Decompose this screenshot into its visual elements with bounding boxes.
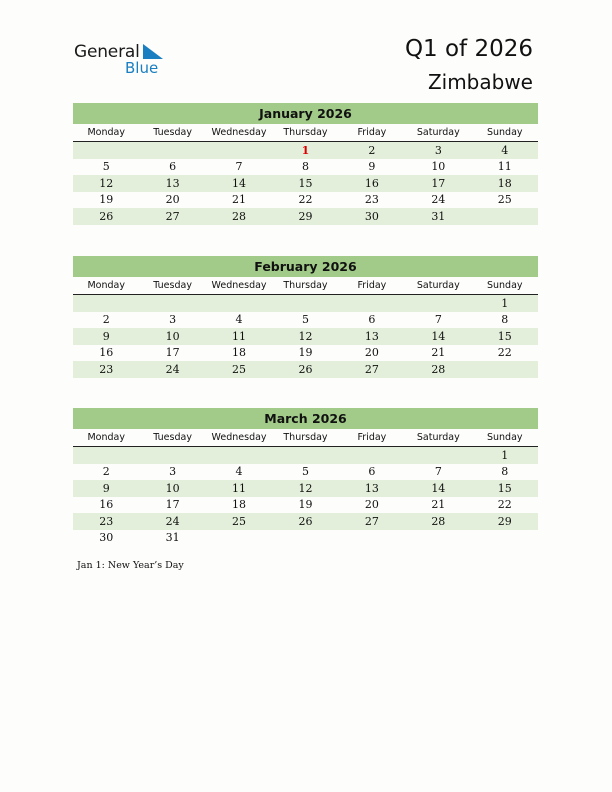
day-cell: 22 — [298, 193, 313, 207]
week-row — [73, 328, 538, 345]
week-row — [73, 159, 538, 176]
day-cell — [472, 530, 538, 547]
week-row — [73, 345, 538, 362]
day-cell: 3 — [169, 313, 177, 327]
day-cell: 17 — [405, 175, 471, 192]
day-cell: 6 — [368, 465, 376, 479]
day-cell: 21 — [232, 193, 247, 207]
weekday-label: Thursday — [272, 124, 338, 142]
day-cell: 25 — [497, 193, 512, 207]
day-cell: 7 — [235, 160, 243, 174]
day-cell — [73, 447, 139, 464]
day-cell: 14 — [405, 480, 471, 497]
day-cell: 6 — [368, 313, 376, 327]
weekday-label: Wednesday — [206, 429, 272, 447]
weekday-label: Tuesday — [139, 124, 205, 142]
holiday-notes — [77, 560, 184, 571]
holiday-note: Jan 1: New Year’s Day — [77, 560, 184, 571]
day-cell — [206, 142, 272, 159]
week-row — [73, 497, 538, 514]
day-cell: 24 — [139, 361, 205, 378]
day-cell: 19 — [298, 346, 313, 360]
weekday-label: Wednesday — [206, 124, 272, 142]
day-cell: 24 — [139, 513, 205, 530]
day-cell: 17 — [165, 498, 180, 512]
weekday-label: Monday — [73, 429, 139, 447]
day-cell: 4 — [472, 142, 538, 159]
day-cell: 13 — [339, 480, 405, 497]
day-cell: 24 — [431, 193, 446, 207]
day-cell — [73, 295, 139, 312]
day-cell: 15 — [472, 328, 538, 345]
day-cell: 12 — [73, 175, 139, 192]
day-cell: 20 — [364, 346, 379, 360]
day-cell — [73, 142, 139, 159]
day-cell: 15 — [272, 175, 338, 192]
day-cell: 10 — [139, 328, 205, 345]
country-name: Zimbabwe — [427, 70, 533, 94]
day-cell: 11 — [497, 160, 512, 174]
day-cell — [272, 447, 338, 464]
day-cell — [206, 295, 272, 312]
day-cell — [272, 295, 338, 312]
day-cell — [206, 447, 272, 464]
week-row — [73, 295, 538, 312]
day-cell: 14 — [405, 328, 471, 345]
weekday-label: Thursday — [272, 429, 338, 447]
day-cell: 4 — [235, 465, 243, 479]
day-cell: 23 — [73, 361, 139, 378]
day-cell — [472, 208, 538, 225]
week-row — [73, 361, 538, 378]
day-cell: 16 — [99, 346, 114, 360]
day-cell: 3 — [169, 465, 177, 479]
week-row — [73, 530, 538, 547]
day-cell: 21 — [431, 346, 446, 360]
day-cell: 14 — [206, 175, 272, 192]
page-title: Q1 of 2026 — [404, 36, 533, 62]
day-cell: 31 — [405, 208, 471, 225]
day-cell: 30 — [99, 531, 114, 545]
day-cell: 10 — [139, 480, 205, 497]
logo-triangle-icon — [141, 44, 165, 60]
day-cell: 31 — [165, 531, 180, 545]
weekday-label: Sunday — [472, 429, 538, 447]
day-cell: 3 — [405, 142, 471, 159]
day-cell: 28 — [206, 208, 272, 225]
logo-word-general: General — [74, 42, 140, 62]
week-row — [73, 208, 538, 225]
month-calendar-january — [73, 103, 538, 225]
weekday-label: Monday — [73, 277, 139, 295]
week-row — [73, 513, 538, 530]
day-cell: 11 — [206, 328, 272, 345]
day-cell: 18 — [232, 498, 247, 512]
day-cell: 29 — [272, 208, 338, 225]
weekday-label: Friday — [339, 429, 405, 447]
day-cell: 8 — [301, 160, 309, 174]
month-calendar-march — [73, 408, 538, 546]
weekday-label: Thursday — [272, 277, 338, 295]
month-grid — [73, 277, 538, 378]
week-row — [73, 447, 538, 464]
day-cell — [139, 447, 205, 464]
day-cell: 22 — [497, 498, 512, 512]
day-cell: 5 — [301, 313, 309, 327]
day-cell: 26 — [73, 208, 139, 225]
weekday-label: Saturday — [405, 277, 471, 295]
day-cell: 27 — [139, 208, 205, 225]
day-cell: 27 — [339, 513, 405, 530]
day-cell: 25 — [206, 361, 272, 378]
day-cell: 2 — [339, 142, 405, 159]
month-calendar-february — [73, 256, 538, 378]
day-cell: 6 — [169, 160, 177, 174]
day-cell: 16 — [339, 175, 405, 192]
weekday-label: Wednesday — [206, 277, 272, 295]
weekday-label: Saturday — [405, 124, 471, 142]
month-grid — [73, 429, 538, 546]
day-cell: 9 — [73, 480, 139, 497]
day-cell: 17 — [165, 346, 180, 360]
week-row — [73, 175, 538, 192]
day-cell: 23 — [73, 513, 139, 530]
day-cell — [472, 361, 538, 378]
day-cell: 13 — [339, 328, 405, 345]
day-cell: 7 — [434, 313, 442, 327]
day-cell: 1 — [472, 295, 538, 312]
day-cell: 28 — [405, 361, 471, 378]
day-cell: 10 — [431, 160, 446, 174]
weekday-label: Sunday — [472, 277, 538, 295]
day-cell: 2 — [102, 313, 110, 327]
day-cell: 20 — [364, 498, 379, 512]
day-cell — [405, 447, 471, 464]
day-cell: 20 — [165, 193, 180, 207]
day-cell: 16 — [99, 498, 114, 512]
weekday-label: Saturday — [405, 429, 471, 447]
week-row — [73, 312, 538, 329]
weekday-label: Monday — [73, 124, 139, 142]
weekday-label: Tuesday — [139, 277, 205, 295]
day-cell: 18 — [232, 346, 247, 360]
day-cell — [206, 530, 272, 547]
day-cell: 22 — [497, 346, 512, 360]
day-cell: 5 — [301, 465, 309, 479]
month-header: January 2026 — [73, 103, 538, 124]
day-cell: 18 — [472, 175, 538, 192]
week-row — [73, 480, 538, 497]
day-cell: 15 — [472, 480, 538, 497]
day-cell: 5 — [102, 160, 110, 174]
day-cell: 12 — [272, 480, 338, 497]
day-cell: 26 — [272, 361, 338, 378]
day-cell: 9 — [368, 160, 376, 174]
day-cell: 30 — [339, 208, 405, 225]
day-cell: 21 — [431, 498, 446, 512]
day-cell — [272, 530, 338, 547]
day-cell — [339, 530, 405, 547]
month-grid — [73, 124, 538, 225]
weekday-label: Sunday — [472, 124, 538, 142]
day-cell: 7 — [434, 465, 442, 479]
day-cell: 2 — [102, 465, 110, 479]
day-cell: 1 — [472, 447, 538, 464]
day-cell: 8 — [501, 465, 509, 479]
logo-word-blue: Blue — [125, 59, 159, 77]
day-cell — [139, 295, 205, 312]
day-cell: 19 — [298, 498, 313, 512]
day-cell: 27 — [339, 361, 405, 378]
day-cell — [339, 447, 405, 464]
day-cell: 4 — [235, 313, 243, 327]
day-cell: 9 — [73, 328, 139, 345]
weekday-label: Friday — [339, 124, 405, 142]
day-cell — [139, 142, 205, 159]
month-header: March 2026 — [73, 408, 538, 429]
weekday-label: Tuesday — [139, 429, 205, 447]
day-cell — [405, 530, 471, 547]
day-cell — [339, 295, 405, 312]
day-cell: 23 — [364, 193, 379, 207]
day-cell: 1 — [272, 142, 338, 159]
week-row — [73, 192, 538, 209]
month-header: February 2026 — [73, 256, 538, 277]
day-cell: 12 — [272, 328, 338, 345]
day-cell: 19 — [99, 193, 114, 207]
day-cell: 13 — [139, 175, 205, 192]
day-cell: 29 — [472, 513, 538, 530]
brand-logo — [74, 42, 174, 78]
weekday-label: Friday — [339, 277, 405, 295]
week-row — [73, 142, 538, 159]
day-cell: 8 — [501, 313, 509, 327]
day-cell: 28 — [405, 513, 471, 530]
day-cell: 25 — [206, 513, 272, 530]
day-cell — [405, 295, 471, 312]
week-row — [73, 464, 538, 481]
day-cell: 26 — [272, 513, 338, 530]
day-cell: 11 — [206, 480, 272, 497]
